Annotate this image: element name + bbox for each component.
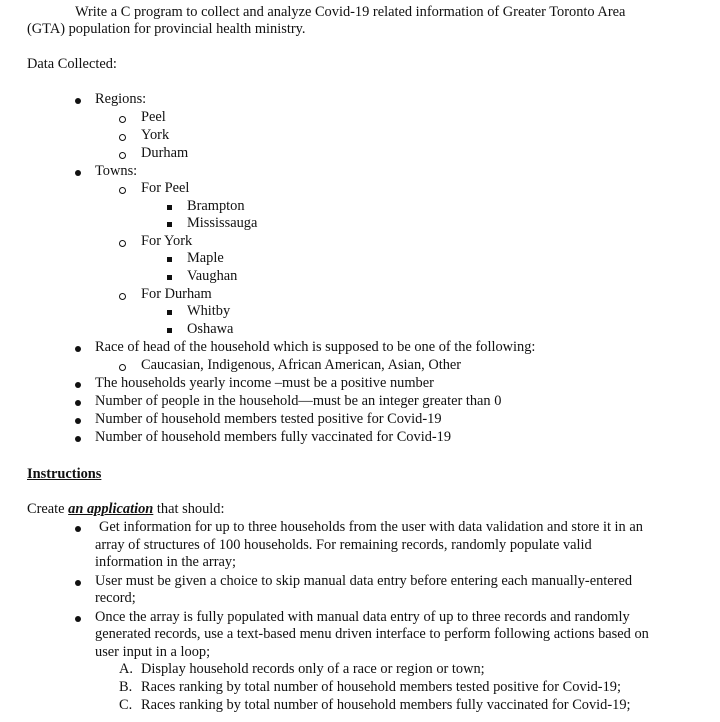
bullet-icon <box>75 382 81 388</box>
circle-bullet-icon <box>119 364 126 371</box>
bullet-icon <box>75 436 81 442</box>
race-label: Race of head of the household which is supposed to be one of the following: <box>95 339 536 355</box>
bullet-icon <box>75 170 81 176</box>
bullet3-line3: user input in a loop; <box>95 644 211 660</box>
bullet1-line1: Get information for up to three households from the user with data validation and store it in an <box>99 519 643 535</box>
menu-letter: C. <box>119 697 133 713</box>
data-collected-heading: Data Collected: <box>27 56 117 72</box>
town-item: Oshawa <box>187 321 234 337</box>
circle-bullet-icon <box>119 134 126 141</box>
bullet3-line2: generated records, use a text-based menu driven interface to perform following actions based on <box>95 626 649 642</box>
race-options: Caucasian, Indigenous, African American, Asian, Other <box>141 357 462 373</box>
create-suffix: that should: <box>153 501 225 517</box>
square-bullet-icon <box>167 205 172 210</box>
vaccinated-item: Number of household members fully vaccinated for Covid-19 <box>95 429 452 445</box>
instructions-heading: Instructions <box>27 466 102 482</box>
square-bullet-icon <box>167 222 172 227</box>
bullet-icon <box>75 400 81 406</box>
menu-letter: B. <box>119 679 133 695</box>
town-item: Vaughan <box>187 268 238 284</box>
region-item: York <box>141 127 170 143</box>
towns-label: Towns: <box>95 163 138 179</box>
menu-letter: A. <box>119 661 133 677</box>
bullet1-line3: information in the array; <box>95 554 237 570</box>
bullet2-line2: record; <box>95 590 136 606</box>
bullet-icon <box>75 346 81 352</box>
menu-item: Display household records only of a race or region or town; <box>141 661 485 677</box>
income-item: The households yearly income –must be a positive number <box>95 375 434 391</box>
bullet-icon <box>75 98 81 104</box>
bullet-icon <box>75 526 81 532</box>
application-link: an application <box>68 501 154 517</box>
square-bullet-icon <box>167 257 172 262</box>
town-item: Brampton <box>187 198 245 214</box>
circle-bullet-icon <box>119 152 126 159</box>
create-prefix: Create <box>27 501 69 517</box>
square-bullet-icon <box>167 275 172 280</box>
for-peel-label: For Peel <box>141 180 190 196</box>
circle-bullet-icon <box>119 240 126 247</box>
bullet-icon <box>75 616 81 622</box>
square-bullet-icon <box>167 328 172 333</box>
people-item: Number of people in the household—must be an integer greater than 0 <box>95 393 502 409</box>
tested-item: Number of household members tested positive for Covid-19 <box>95 411 442 427</box>
bullet1-line2: array of structures of 100 households. For remaining records, randomly populate valid <box>95 537 592 553</box>
regions-label: Regions: <box>95 91 147 107</box>
intro-line-2: (GTA) population for provincial health ministry. <box>27 21 306 37</box>
circle-bullet-icon <box>119 116 126 123</box>
town-item: Maple <box>187 250 224 266</box>
create-line <box>27 501 224 518</box>
for-durham-label: For Durham <box>141 286 212 302</box>
bullet-icon <box>75 580 81 586</box>
circle-bullet-icon <box>119 187 126 194</box>
circle-bullet-icon <box>119 293 126 300</box>
bullet2-line1: User must be given a choice to skip manual data entry before entering each manually-entered <box>95 573 633 589</box>
town-item: Mississauga <box>187 215 258 231</box>
menu-item: Races ranking by total number of household members fully vaccinated for Covid-19; <box>141 697 631 713</box>
intro-line-1: Write a C program to collect and analyze Covid-19 related information of Greater Toronto Area <box>75 4 626 20</box>
bullet-icon <box>75 418 81 424</box>
square-bullet-icon <box>167 310 172 315</box>
menu-item: Races ranking by total number of household members tested positive for Covid-19; <box>141 679 621 695</box>
region-item: Durham <box>141 145 189 161</box>
for-york-label: For York <box>141 233 193 249</box>
region-item: Peel <box>141 109 166 125</box>
town-item: Whitby <box>187 303 231 319</box>
bullet3-line1: Once the array is fully populated with manual data entry of up to three records and randomly <box>95 609 630 625</box>
